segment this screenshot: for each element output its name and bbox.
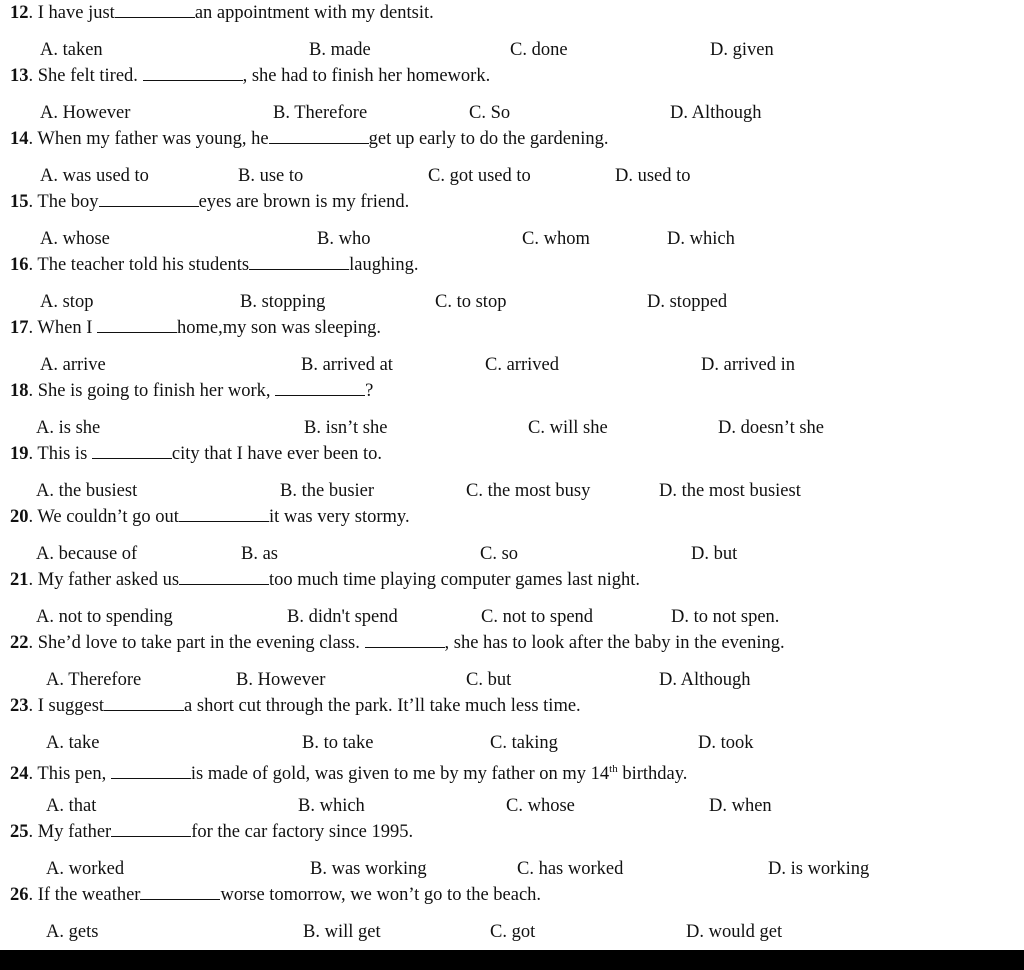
question-13 xyxy=(0,63,1024,126)
question-number: 24 xyxy=(10,764,29,785)
option-d: D. the most busiest xyxy=(659,481,801,501)
answer-blank xyxy=(269,127,369,144)
stem-text: We couldn’t go out xyxy=(37,507,179,527)
option-c: C. whom xyxy=(522,229,590,249)
question-number: 22 xyxy=(10,633,29,653)
option-d: D. took xyxy=(698,733,754,753)
answer-blank xyxy=(111,762,191,779)
question-20 xyxy=(0,504,1024,567)
option-a: A. taken xyxy=(40,40,103,60)
question-stem: 24. This pen, is made of gold, was given to me by my father on my 14th birthday. xyxy=(10,763,688,785)
option-a: A. whose xyxy=(40,229,110,249)
option-a: A. arrive xyxy=(40,355,106,375)
answer-blank xyxy=(92,442,172,459)
stem-text: birthday. xyxy=(617,764,688,785)
option-a: A. However xyxy=(40,103,131,123)
ordinal-suffix: th xyxy=(609,763,618,775)
option-b: B. Therefore xyxy=(273,103,368,123)
question-number: 21 xyxy=(10,570,29,590)
option-a: A. is she xyxy=(36,418,101,438)
question-number: 26 xyxy=(10,885,29,905)
question-12 xyxy=(0,0,1024,63)
option-a: A. was used to xyxy=(40,166,149,186)
option-a: A. take xyxy=(46,733,100,753)
answer-blank xyxy=(275,379,365,396)
option-c: C. will she xyxy=(528,418,608,438)
answer-blank xyxy=(143,64,243,81)
stem-text: , she had to finish her homework. xyxy=(242,66,491,86)
option-d: D. but xyxy=(691,544,738,564)
question-stem: 25. My father for the car factory since 1995. xyxy=(10,822,414,842)
option-d: D. given xyxy=(710,40,774,60)
option-b: B. didn't spend xyxy=(287,607,398,627)
question-24 xyxy=(0,756,1024,819)
answer-blank xyxy=(179,568,269,585)
question-16 xyxy=(0,252,1024,315)
stem-text: is made of gold, was given to me by my father on my 14 xyxy=(190,764,610,785)
question-number: 20 xyxy=(10,507,29,527)
stem-text: , she has to look after the baby in the evening. xyxy=(444,633,785,653)
answer-blank xyxy=(104,694,184,711)
question-stem: 18. She is going to finish her work, ? xyxy=(10,381,374,401)
option-b: B. However xyxy=(236,670,326,690)
question-25 xyxy=(0,819,1024,882)
stem-text: too much time playing computer games last night. xyxy=(269,570,640,590)
stem-text: ? xyxy=(365,381,374,401)
option-b: B. isn’t she xyxy=(304,418,388,438)
option-d: D. Although xyxy=(659,670,751,690)
option-a: A. because of xyxy=(36,544,138,564)
option-b: B. which xyxy=(298,796,365,816)
option-a: A. not to spending xyxy=(36,607,173,627)
stem-text: it was very stormy. xyxy=(268,507,410,527)
option-a: A. worked xyxy=(46,859,125,879)
question-26 xyxy=(0,882,1024,945)
answer-blank xyxy=(115,1,195,18)
stem-text: get up early to do the gardening. xyxy=(368,129,609,149)
question-stem: 26. If the weather worse tomorrow, we won’t go to the beach. xyxy=(10,885,542,905)
question-stem: 16. The teacher told his students laughing. xyxy=(10,255,419,275)
question-number: 15 xyxy=(10,192,29,212)
question-stem: 20. We couldn’t go out it was very stormy. xyxy=(10,507,410,527)
question-stem: 19. This is city that I have ever been to. xyxy=(10,444,382,464)
answer-blank xyxy=(140,883,220,900)
question-17 xyxy=(0,315,1024,378)
question-number: 18 xyxy=(10,381,29,401)
stem-text: I have just xyxy=(37,3,115,23)
option-d: D. is working xyxy=(768,859,870,879)
stem-text: My father asked us xyxy=(37,570,180,590)
stem-text: My father xyxy=(37,822,112,842)
stem-text: When I xyxy=(37,318,98,338)
option-c: C. but xyxy=(466,670,512,690)
stem-text: She felt tired. xyxy=(37,66,143,86)
stem-text: When my father was young, he xyxy=(37,129,269,149)
option-b: B. was working xyxy=(310,859,427,879)
stem-text: I suggest xyxy=(37,696,105,716)
question-15 xyxy=(0,189,1024,252)
option-a: A. Therefore xyxy=(46,670,142,690)
option-b: B. who xyxy=(317,229,371,249)
stem-text: This is xyxy=(37,444,92,464)
option-c: C. arrived xyxy=(485,355,559,375)
option-d: D. would get xyxy=(686,922,783,942)
question-number: 13 xyxy=(10,66,29,86)
answer-blank xyxy=(99,190,199,207)
option-b: B. arrived at xyxy=(301,355,393,375)
option-b: B. made xyxy=(309,40,371,60)
option-c: C. So xyxy=(469,103,511,123)
option-a: A. gets xyxy=(46,922,99,942)
stem-text: laughing. xyxy=(349,255,419,275)
question-number: 12 xyxy=(10,3,29,23)
stem-text: eyes are brown is my friend. xyxy=(198,192,410,212)
stem-text: She’d love to take part in the evening class. xyxy=(37,633,365,653)
option-d: D. arrived in xyxy=(701,355,796,375)
question-number: 16 xyxy=(10,255,29,275)
option-c: C. so xyxy=(480,544,519,564)
option-c: C. not to spend xyxy=(481,607,594,627)
option-b: B. as xyxy=(241,544,278,564)
stem-text: a short cut through the park. It’ll take much less time. xyxy=(184,696,581,716)
question-22 xyxy=(0,630,1024,693)
answer-blank xyxy=(97,316,177,333)
question-stem: 12. I have just an appointment with my dentsit. xyxy=(10,3,434,23)
question-stem: 22. She’d love to take part in the evening class. , she has to look after the baby in the evening. xyxy=(10,633,785,653)
option-d: D. stopped xyxy=(647,292,728,312)
bottom-black-bar xyxy=(0,950,1024,970)
option-d: D. to not spen. xyxy=(671,607,780,627)
answer-blank xyxy=(249,253,349,270)
question-19 xyxy=(0,441,1024,504)
question-stem: 21. My father asked us too much time playing computer games last night. xyxy=(10,570,640,590)
option-d: D. doesn’t she xyxy=(718,418,825,438)
option-a: A. that xyxy=(46,796,97,816)
question-number: 14 xyxy=(10,129,29,149)
stem-text: The boy xyxy=(37,192,99,212)
question-number: 17 xyxy=(10,318,29,338)
question-stem: 17. When I home,my son was sleeping. xyxy=(10,318,382,338)
question-stem: 15. The boy eyes are brown is my friend. xyxy=(10,192,410,212)
stem-text: This pen, xyxy=(37,764,111,785)
option-b: B. will get xyxy=(303,922,381,942)
option-a: A. the busiest xyxy=(36,481,138,501)
option-c: C. to stop xyxy=(435,292,507,312)
stem-text: worse tomorrow, we won’t go to the beach. xyxy=(220,885,542,905)
option-b: B. the busier xyxy=(280,481,375,501)
question-number: 23 xyxy=(10,696,29,716)
question-23 xyxy=(0,693,1024,756)
option-c: C. done xyxy=(510,40,568,60)
stem-text: She is going to finish her work, xyxy=(37,381,276,401)
option-c: C. the most busy xyxy=(466,481,591,501)
stem-text: If the weather xyxy=(37,885,141,905)
answer-blank xyxy=(365,631,445,648)
option-c: C. whose xyxy=(506,796,575,816)
option-d: D. Although xyxy=(670,103,762,123)
option-d: D. when xyxy=(709,796,772,816)
option-b: B. stopping xyxy=(240,292,326,312)
option-a: A. stop xyxy=(40,292,94,312)
stem-text: The teacher told his students xyxy=(37,255,250,275)
question-stem: 14. When my father was young, he get up early to do the gardening. xyxy=(10,129,609,149)
stem-text: an appointment with my dentsit. xyxy=(194,3,434,23)
question-14 xyxy=(0,126,1024,189)
option-b: B. to take xyxy=(302,733,374,753)
option-d: D. which xyxy=(667,229,735,249)
stem-text: for the car factory since 1995. xyxy=(191,822,414,842)
answer-blank xyxy=(111,820,191,837)
question-18 xyxy=(0,378,1024,441)
question-21 xyxy=(0,567,1024,630)
option-c: C. has worked xyxy=(517,859,624,879)
option-c: C. got xyxy=(490,922,536,942)
option-c: C. got used to xyxy=(428,166,531,186)
stem-text: home,my son was sleeping. xyxy=(177,318,382,338)
option-b: B. use to xyxy=(238,166,304,186)
question-stem: 23. I suggest a short cut through the park. It’ll take much less time. xyxy=(10,696,581,716)
option-c: C. taking xyxy=(490,733,558,753)
option-d: D. used to xyxy=(615,166,691,186)
answer-blank xyxy=(179,505,269,522)
question-number: 25 xyxy=(10,822,29,842)
question-stem: 13. She felt tired. , she had to finish her homework. xyxy=(10,66,491,86)
stem-text: city that I have ever been to. xyxy=(171,444,382,464)
question-number: 19 xyxy=(10,444,29,464)
